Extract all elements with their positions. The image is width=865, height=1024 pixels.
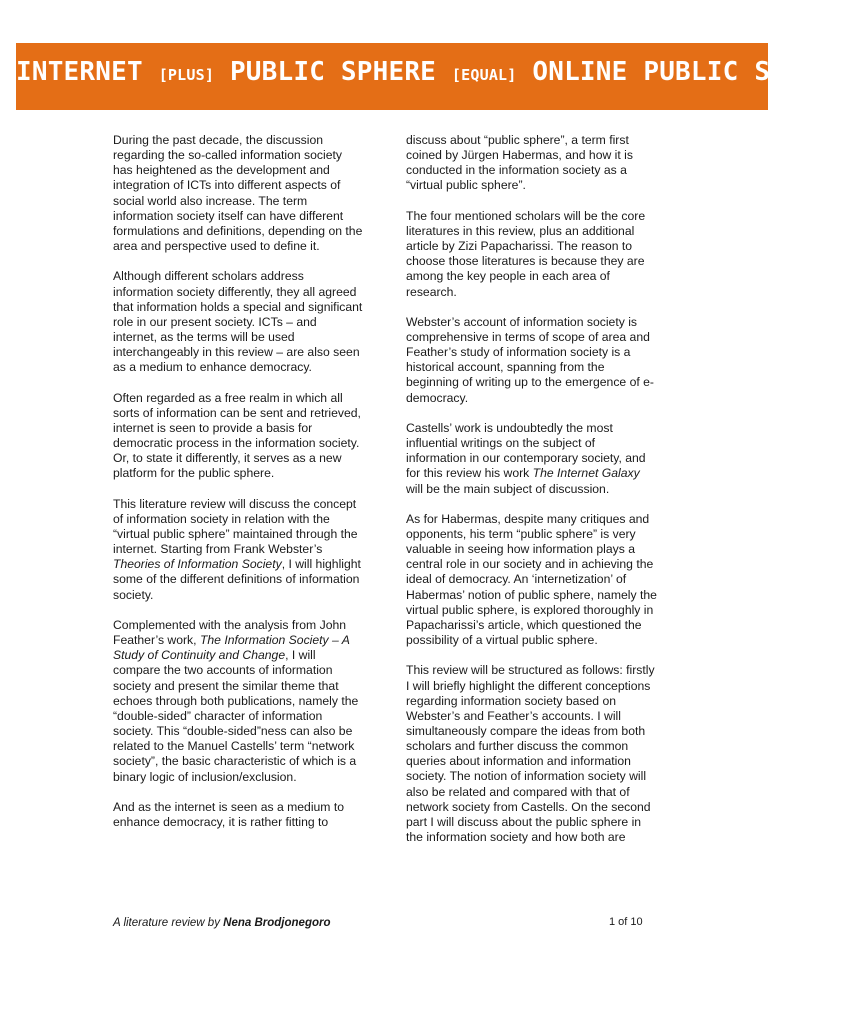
byline <box>113 917 331 929</box>
right-column <box>406 133 658 860</box>
paragraph: As for Habermas, despite many critiques and opponents, his term “public sphere” is very valuable in seeing how information plays a central role in our society and in achieving the ideal of democracy. An ‘internetization’ of Habermas’ notion of public sphere, namely the virtual public sphere, is explored thoroughly in Papacharissi’s article, which questioned the possibility of a virtual public sphere. <box>406 511 657 648</box>
paragraph-text: This literature review will discuss the concept of information society in relation with the “virtual public sphere” maintained through the internet. Starting from Frank Webster’s <box>113 496 358 557</box>
paragraph: Although different scholars address information society differently, they all agreed that information holds a special and significant role in our present society. ICTs – and internet, as the terms will be used interchangeably in this review – are also seen as a medium to enhance democracy. <box>113 269 363 375</box>
title-part-equal: [EQUAL] <box>451 66 517 84</box>
paragraph-text: Complemented with the analysis from John Feather’s work, <box>113 617 347 648</box>
byline-prefix: A literature review by <box>113 917 224 929</box>
title-part-online-public-sphere: ONLINE PUBLIC SPHERE? <box>532 57 865 87</box>
book-title: Theories of Information Society <box>113 557 282 572</box>
book-title: The Information Society – A Study of Continuity and Change <box>113 633 350 663</box>
paragraph: During the past decade, the discussion regarding the so-called information society has heightened as the development and integration of ICTs into different aspects of social world also increase. The term information society itself can have different formulations and definitions, depending on the area and perspective used to define it. <box>113 133 363 254</box>
paragraph: Webster’s account of information society is comprehensive in terms of scope of area and Feather’s study of information society is a historical account, spanning from the beginning of writing up to the emergence of e-democracy. <box>406 314 654 405</box>
paragraph: discuss about “public sphere”, a term first coined by Jürgen Habermas, and how it is conducted in the information society as a “virtual public sphere”. <box>406 133 633 193</box>
left-column <box>113 133 363 845</box>
paragraph: Often regarded as a free realm in which all sorts of information can be sent and retrieved, internet is seen to provide a basis for democratic process in the information society. Or, to state it differently, it serves as a new platform for the public sphere. <box>113 390 361 481</box>
paragraph-text: Castells’ work is undoubtedly the most influential writings on the subject of information in our contemporary society, and for this review his work <box>406 420 646 481</box>
title-part-internet: INTERNET <box>16 57 143 87</box>
paragraph: And as the internet is seen as a medium to enhance democracy, it is rather fitting to <box>113 799 345 829</box>
paragraph-text: will be the main subject of discussion. <box>406 481 610 496</box>
title-banner <box>16 43 865 110</box>
author-name: Nena Brodjonegoro <box>223 917 331 929</box>
paragraph: The four mentioned scholars will be the core literatures in this review, plus an additional article by Zizi Papacharissi. The reason to choose those literatures is because they are among the key people in each area of research. <box>406 208 646 299</box>
book-title: The Internet Galaxy <box>532 466 640 481</box>
paragraph-text: , I will compare the two accounts of information society and present the similar theme that echoes through both publications, namely the “double-sided” character of information society. This “double-sided”ness can also be related to the Manuel Castells’ term “network society”, the basic characteristic of which is a binary logic of inclusion/exclusion. <box>113 648 359 784</box>
paragraph: This review will be structured as follows: firstly I will briefly highlight the different conceptions regarding information society based on Webster’s and Feather’s accounts. I will simultaneously compare the ideas from both scholars and further discuss the common queries about information and information society. The notion of information society will also be related and compared with that of network society from Castells. On the second part I will discuss about the public sphere in the information society and how both are <box>406 663 655 845</box>
paragraph <box>113 618 363 785</box>
page-title <box>16 57 865 90</box>
paragraph-text: , I will highlight some of the different definitions of information society. <box>113 557 361 602</box>
page-number: 1 of 10 <box>609 916 643 928</box>
title-part-plus: [PLUS] <box>158 66 215 84</box>
title-part-public-sphere: PUBLIC SPHERE <box>229 57 437 87</box>
paragraph <box>113 497 363 603</box>
paragraph <box>406 421 658 497</box>
